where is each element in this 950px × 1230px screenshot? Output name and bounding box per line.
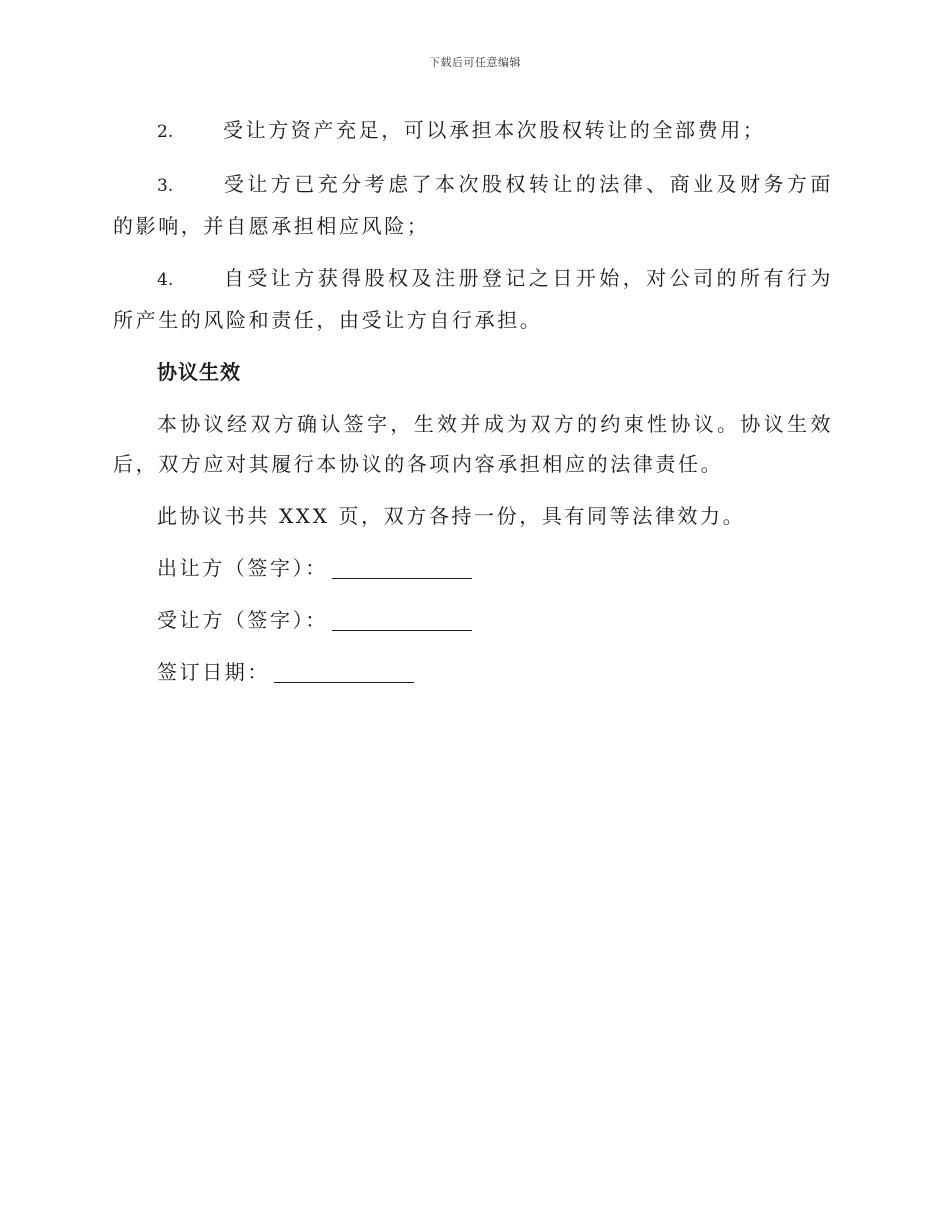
clause-text: 受让方资产充足，可以承担本次股权转让的全部费用；	[223, 118, 766, 142]
signing-date-line	[113, 652, 833, 692]
clause-3	[113, 164, 833, 246]
clause-number: 4.	[157, 270, 174, 290]
transferee-signature-blank[interactable]	[332, 606, 472, 631]
effect-paragraph: 本协议经双方确认签字，生效并成为双方的约束性协议。协议生效后，双方应对其履行本协议的各项内容承担相应的法律责任。	[113, 412, 833, 476]
transferee-signature-line	[113, 600, 833, 640]
clause-number: 2.	[157, 122, 174, 142]
clause-text: 受让方已充分考虑了本次股权转让的法律、商业及财务方面的影响，并自愿承担相应风险；	[113, 172, 833, 238]
signing-date-label: 签订日期：	[157, 660, 270, 684]
section-heading: 协议生效	[157, 360, 241, 384]
clause-text: 自受让方获得股权及注册登记之日开始，对公司的所有行为所产生的风险和责任，由受让方自行承担。	[113, 266, 833, 332]
clause-2	[113, 110, 833, 152]
clause-number: 3.	[157, 176, 174, 196]
copies-paragraph: 此协议书共 XXX 页，双方各持一份，具有同等法律效力。	[157, 504, 746, 528]
document-body	[113, 110, 833, 704]
transferor-signature-line	[113, 548, 833, 588]
header-note: 下载后可任意编辑	[429, 56, 521, 69]
transferor-signature-blank[interactable]	[332, 554, 472, 579]
clause-4	[113, 258, 833, 340]
transferor-label: 出让方（签字）：	[157, 556, 328, 580]
signing-date-blank[interactable]	[274, 658, 414, 683]
transferee-label: 受让方（签字）：	[157, 608, 328, 632]
